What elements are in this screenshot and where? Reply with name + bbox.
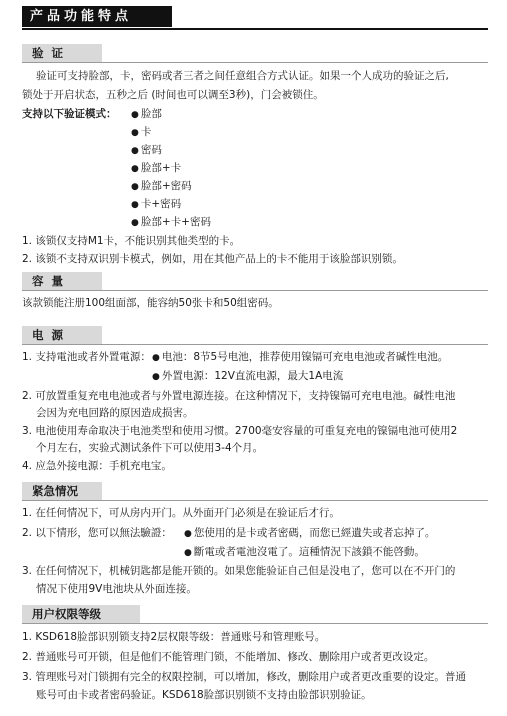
emergency-item-2-label: 2. 以下情形，您可以無法驗證： <box>22 527 172 539</box>
power-item-3-line-2: 个月左右，实验式测试条件下可以使用3-4个月。 <box>36 442 264 454</box>
section-divider-capacity <box>22 290 488 291</box>
verify-modes-label: 支持以下验证模式： <box>22 108 117 120</box>
section-divider-power <box>22 344 488 345</box>
mode-item: ● 卡 <box>131 126 152 138</box>
emergency-case-power: ● 斷電或者電池沒電了。這種情況下該鎖不能啓動。 <box>184 546 425 558</box>
power-item-4: 4. 应急外接电源：手机充电宝。 <box>22 460 172 472</box>
section-divider-permissions <box>22 623 488 624</box>
title-divider <box>22 28 488 30</box>
power-item-3-line-1: 3. 电池使用寿命取决于电池类型和使用习惯。2700毫安容量的可重复充电的镍镉电池可使用2 <box>22 425 458 437</box>
permissions-item-3-line-1: 3. 管理账号对门锁拥有完全的权限控制，可以增加，修改，删除用户或者更改重要的设定。普通 <box>22 671 466 683</box>
page-title: 产品功能特点 <box>22 6 172 27</box>
emergency-item-1: 1. 在任何情况下，可从房内开门。从外面开门必须是在验证后才行。 <box>22 507 340 519</box>
mode-item: ● 脸部 <box>131 108 162 120</box>
section-heading-verify: 验 证 <box>22 44 102 62</box>
verify-paragraph-line-2: 锁处于开启状态，五秒之后 (时间也可以调至3秒)，门会被锁住。 <box>22 89 324 101</box>
section-heading-emergency: 紧急情况 <box>22 482 102 500</box>
permissions-item-3-line-2: 账号可由卡或者密码验证。KSD618脸部识别锁不支持由脸部识别验证。 <box>36 689 372 701</box>
power-item-2-line-2: 会因为充电回路的原因造成损害。 <box>36 407 194 419</box>
emergency-case-lost: ● 您使用的是卡或者密碼，而您已經遺失或者忘掉了。 <box>184 527 436 539</box>
power-item-2-line-1: 2. 可放置重复充电电池或者与外置电源连接。在这种情况下，支持镍镉可充电电池。碱性电池 <box>22 390 456 402</box>
mode-item: ● 脸部+密码 <box>131 180 192 192</box>
mode-item: ● 脸部+卡+密码 <box>131 216 211 228</box>
section-divider-verify <box>22 62 488 63</box>
emergency-item-3-line-1: 3. 在任何情况下，机械钥匙都是能开锁的。如果您能验证自己但是没电了，您可以在不开门的 <box>22 565 456 577</box>
permissions-item-2: 2. 普通账号可开锁，但是他们不能管理门锁，不能增加、修改、删除用户或者更改设定。 <box>22 651 435 663</box>
mode-item: ● 脸部+卡 <box>131 162 182 174</box>
section-heading-permissions: 用户权限等级 <box>22 605 140 623</box>
emergency-item-3-line-2: 情况下使用9V电池块从外面连接。 <box>36 583 197 595</box>
verify-note-1: 1. 该锁仅支持M1卡，不能识别其他类型的卡。 <box>22 235 241 247</box>
section-heading-capacity: 容 量 <box>22 272 102 290</box>
power-item-1-label: 1. 支持電池或者外置電源： <box>22 351 151 363</box>
permissions-item-1: 1. KSD618脸部识别锁支持2层权限等级：普通账号和管理账号。 <box>22 631 326 643</box>
section-divider-emergency <box>22 500 488 501</box>
verify-paragraph-line-1: 验证可支持脸部，卡，密码或者三者之间任意组合方式认证。如果一个人成功的验证之后, <box>36 70 449 82</box>
section-heading-power: 电 源 <box>22 326 102 344</box>
verify-note-2: 2. 该锁不支持双识别卡模式，例如，用在其他产品上的卡不能用于该脸部识别锁。 <box>22 253 403 265</box>
mode-item: ● 卡+密码 <box>131 198 182 210</box>
mode-item: ● 密码 <box>131 144 162 156</box>
capacity-text: 该款锁能注册100组面部，能容纳50张卡和50组密码。 <box>22 297 279 309</box>
power-option-battery: ● 电池：8节5号电池，推荐使用镍镉可充电电池或者碱性电池。 <box>152 351 449 363</box>
power-option-external: ● 外置电源：12V直流电源，最大1A电流 <box>152 370 344 382</box>
